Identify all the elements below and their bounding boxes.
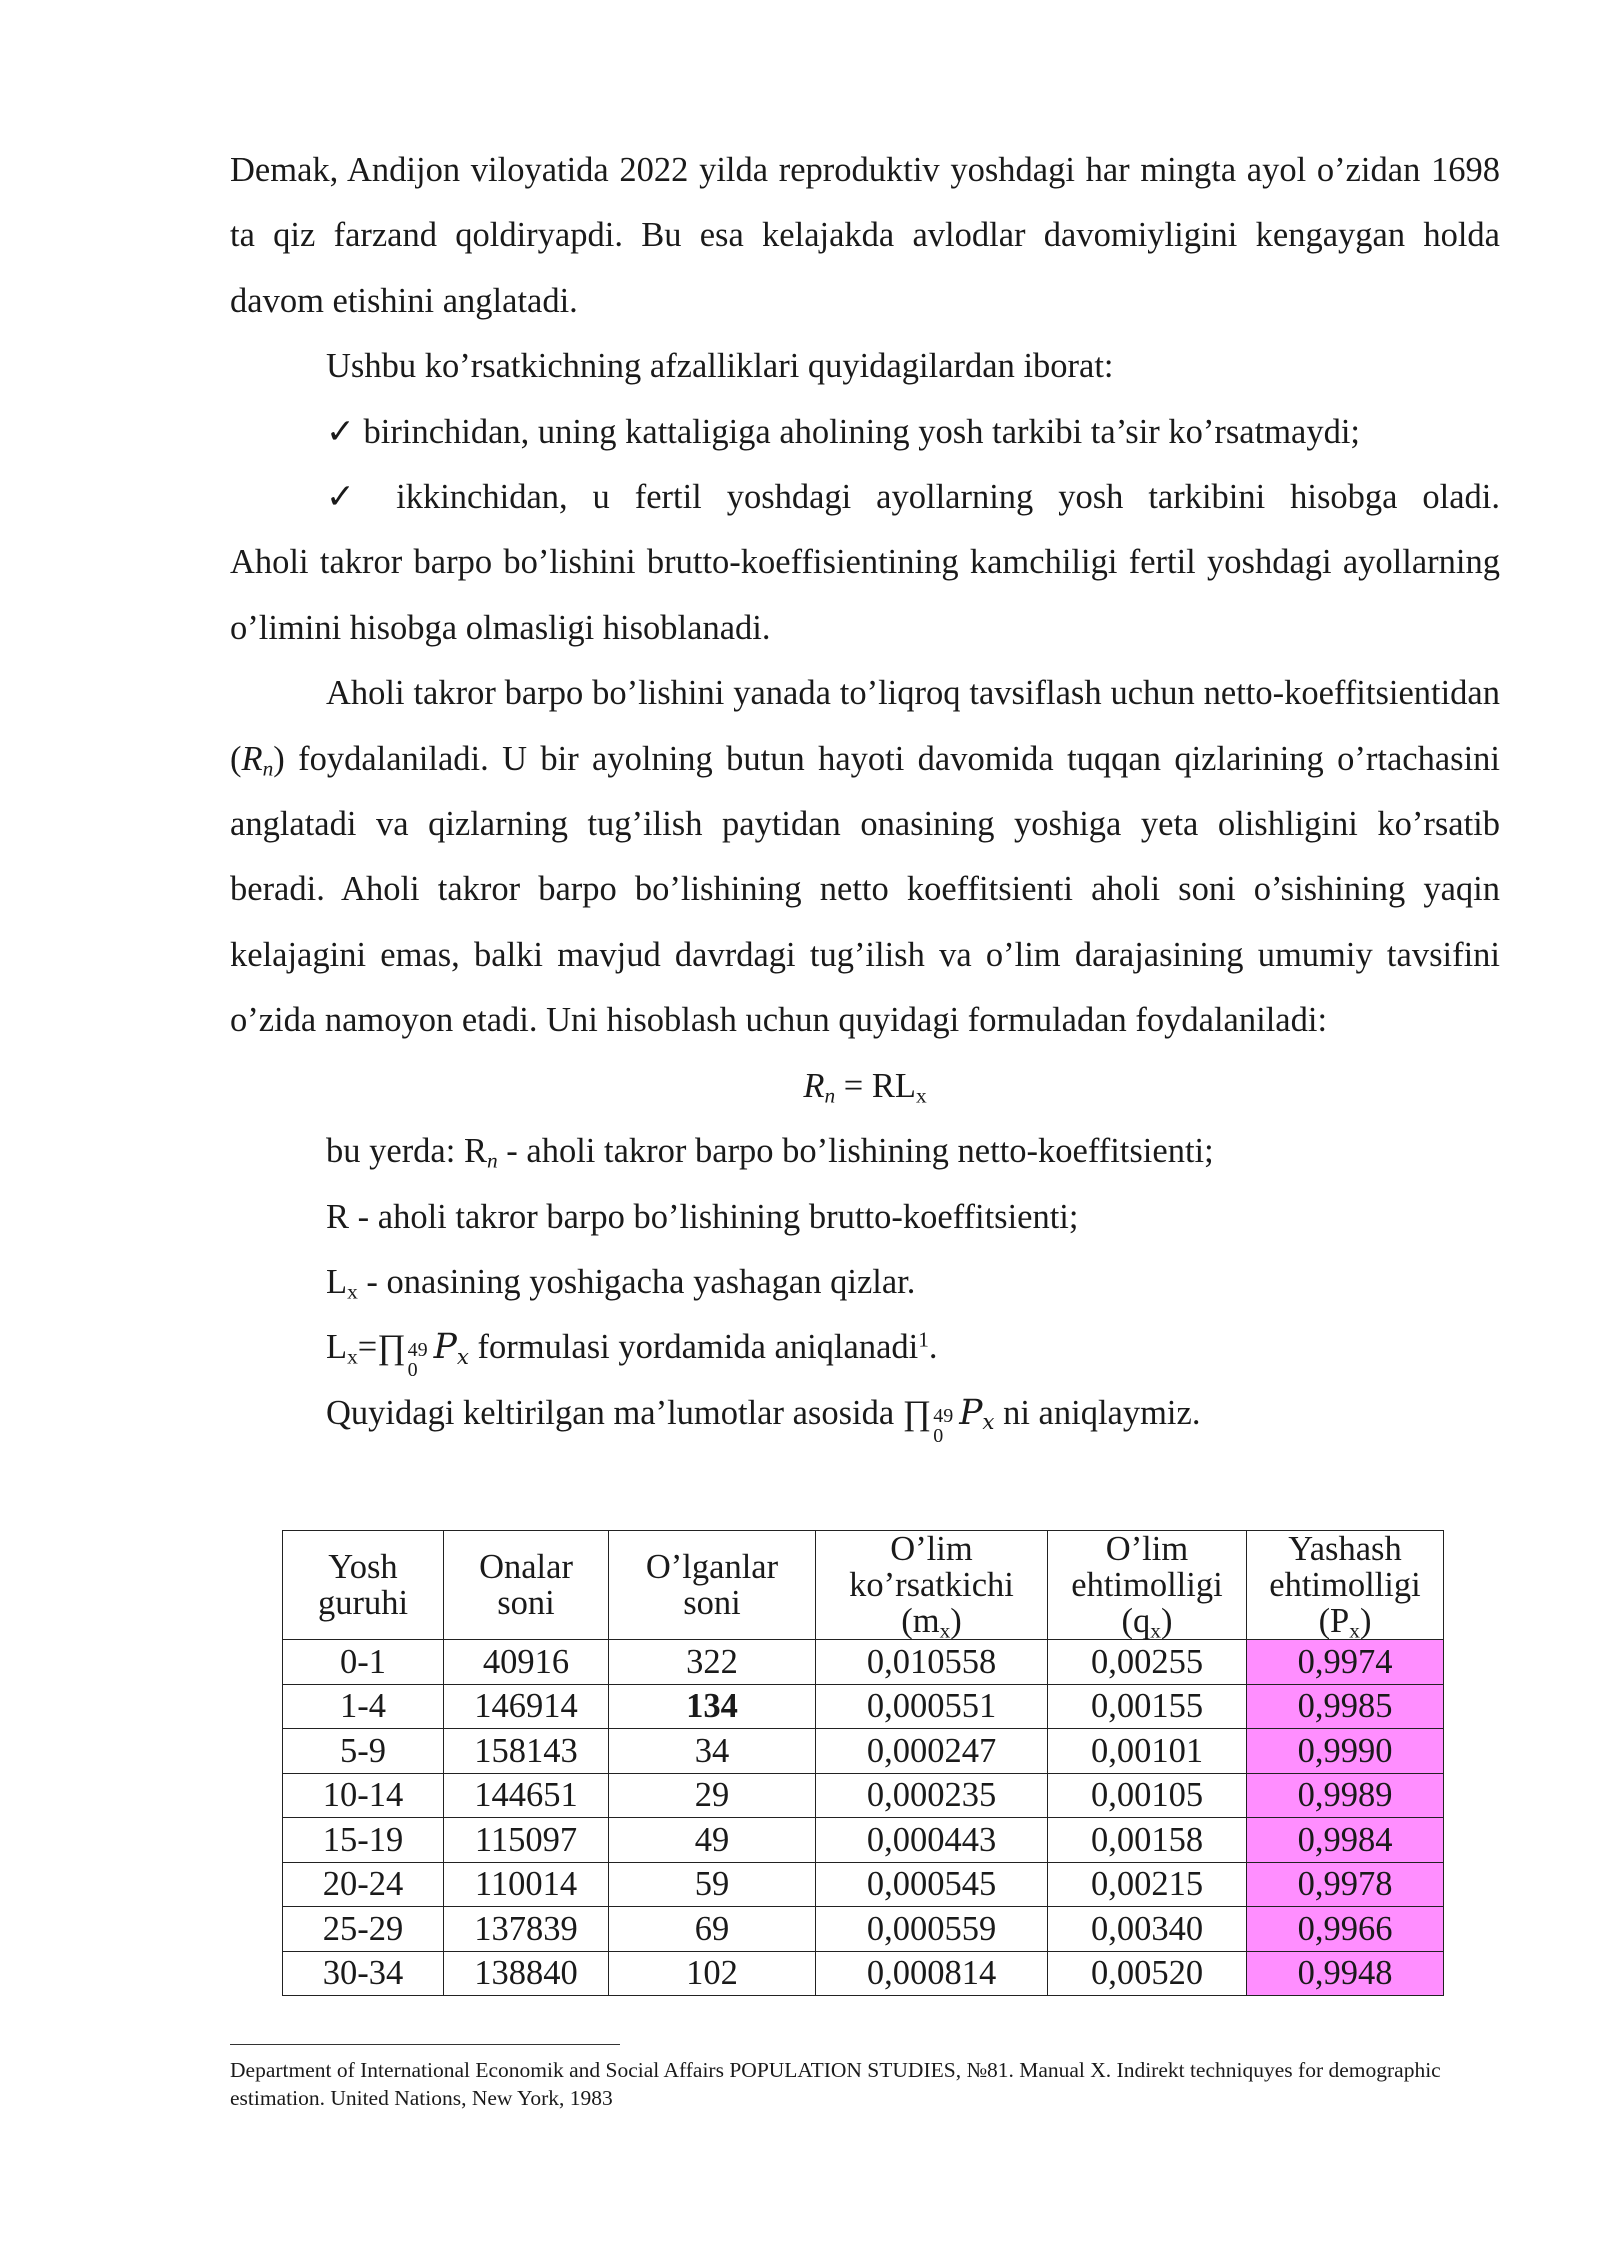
symbol-r: R — [241, 739, 263, 778]
data-intro-b: ni aniqlaymiz. — [994, 1393, 1201, 1432]
formula-rhs-sub: x — [915, 1083, 927, 1108]
cell-mortality-rate: 0,000559 — [816, 1907, 1048, 1952]
definition-rn — [230, 1119, 1500, 1184]
check-item-2 — [230, 465, 1500, 530]
header-row — [283, 1531, 1444, 1640]
product-symbol: =∏ — [357, 1328, 406, 1367]
cell-mortality-rate: 0,000247 — [816, 1729, 1048, 1774]
table-row — [283, 1773, 1444, 1818]
cell-deaths: 29 — [609, 1773, 816, 1818]
lx-formula-text: formulasi yordamida aniqlanadi — [468, 1328, 919, 1367]
check-item-1-text: birinchidan, uning kattaligiga aholining yosh tarkibi ta’sir ko’rsatmaydi; — [363, 412, 1361, 451]
table-row — [283, 1862, 1444, 1907]
cell-deaths: 34 — [609, 1729, 816, 1774]
cell-age-group: 10-14 — [283, 1773, 444, 1818]
check-mark-icon: ✓ — [326, 412, 355, 451]
table-row — [283, 1684, 1444, 1729]
header-deaths-l1: O’lganlar — [645, 1548, 779, 1586]
cell-deaths: 59 — [609, 1862, 816, 1907]
table-header — [283, 1530, 1444, 1643]
footnote-text: Department of International Economik and Social Affairs POPULATION STUDIES, №81. Manual X. Indirekt techniquyes for demographic estimation. United Nations, New York, 1983 — [230, 2058, 1441, 2110]
cell-age-group: 30-34 — [283, 1951, 444, 1996]
header-px-l2: ehtimolligi — [1269, 1566, 1421, 1604]
product-lower: 0 — [407, 1359, 418, 1382]
document-body — [230, 138, 1500, 1446]
check-item-1 — [230, 400, 1500, 465]
header-qx-l3: (q — [1121, 1602, 1151, 1640]
header-age-group-l2: guruhi — [317, 1584, 409, 1622]
formula-lhs-sub: n — [824, 1083, 836, 1108]
formula-lhs: R — [803, 1066, 825, 1105]
footnote-ref[interactable]: 1 — [918, 1327, 929, 1352]
paragraph-netto — [230, 661, 1500, 1053]
cell-mothers: 137839 — [444, 1907, 609, 1952]
cell-mortality-rate: 0,000545 — [816, 1862, 1048, 1907]
definition-lx — [230, 1250, 1500, 1315]
cell-death-probability: 0,00155 — [1048, 1684, 1247, 1729]
check-mark-icon: ✓ — [326, 478, 372, 517]
header-qx-close: ) — [1160, 1602, 1173, 1640]
definition-data-intro — [230, 1381, 1500, 1446]
cell-survival-probability: 0,9985 — [1247, 1684, 1444, 1729]
cell-mothers: 144651 — [444, 1773, 609, 1818]
cell-mortality-rate: 0,000814 — [816, 1951, 1048, 1996]
product-var: P — [433, 1327, 457, 1368]
table-row — [283, 1818, 1444, 1863]
header-px-sub: x — [1349, 1618, 1360, 1643]
product-symbol: ∏ — [902, 1393, 932, 1432]
cell-mothers: 158143 — [444, 1729, 609, 1774]
cell-deaths: 69 — [609, 1907, 816, 1952]
check-item-2-text: ikkinchidan, u fertil yoshdagi ayollarning yosh tarkibini hisobga oladi. — [396, 478, 1500, 517]
footnote — [230, 2056, 1500, 2112]
paragraph-intro: Demak, Andijon viloyatida 2022 yilda reproduktiv yoshdagi har mingta ayol o’zidan 1698 ta qiz farzand qoldiryapdi. Bu esa kelajakda avlodlar davomiyligini kengaygan holda davom etishini anglatadi. — [230, 151, 1500, 320]
cell-survival-probability: 0,9974 — [1247, 1640, 1444, 1685]
cell-deaths: 49 — [609, 1818, 816, 1863]
cell-death-probability: 0,00158 — [1048, 1818, 1247, 1863]
cell-mothers: 146914 — [444, 1684, 609, 1729]
table-body — [283, 1640, 1444, 1996]
cell-mothers: 40916 — [444, 1640, 609, 1685]
cell-age-group: 20-24 — [283, 1862, 444, 1907]
cell-deaths: 134 — [609, 1684, 816, 1729]
cell-survival-probability: 0,9990 — [1247, 1729, 1444, 1774]
cell-survival-probability: 0,9978 — [1247, 1862, 1444, 1907]
cell-deaths: 322 — [609, 1640, 816, 1685]
header-mortality-rate — [816, 1530, 1048, 1643]
product-limits — [933, 1406, 953, 1446]
cell-age-group: 1-4 — [283, 1684, 444, 1729]
cell-survival-probability: 0,9948 — [1247, 1951, 1444, 1996]
product-var: P — [959, 1392, 983, 1433]
cell-survival-probability: 0,9984 — [1247, 1818, 1444, 1863]
product-limits — [408, 1340, 428, 1380]
header-qx-l1: O’lim — [1105, 1530, 1189, 1568]
cell-mortality-rate: 0,000235 — [816, 1773, 1048, 1818]
lx-symbol: L — [326, 1328, 348, 1367]
table-row — [283, 1640, 1444, 1685]
product-var-sub: x — [456, 1344, 469, 1370]
header-px-l1: Yashash — [1288, 1530, 1402, 1568]
cell-death-probability: 0,00105 — [1048, 1773, 1247, 1818]
definition-lx-a: L — [326, 1262, 348, 1301]
life-table — [282, 1530, 1444, 1996]
definition-lx-formula — [230, 1315, 1500, 1380]
footnote-divider — [230, 2044, 620, 2045]
product-var-sub: x — [982, 1410, 995, 1436]
header-deaths-l2: soni — [683, 1584, 741, 1622]
cell-survival-probability: 0,9966 — [1247, 1907, 1444, 1952]
cell-survival-probability: 0,9989 — [1247, 1773, 1444, 1818]
product-lower: 0 — [933, 1424, 944, 1447]
header-mothers — [444, 1531, 609, 1640]
symbol-r-sub: n — [262, 756, 274, 780]
header-death-probability — [1048, 1530, 1247, 1643]
header-mothers-l1: Onalar — [479, 1548, 573, 1586]
cell-age-group: 5-9 — [283, 1729, 444, 1774]
header-px-l3: (P — [1318, 1602, 1350, 1640]
cell-mortality-rate: 0,010558 — [816, 1640, 1048, 1685]
data-intro-a: Quyidagi keltirilgan ma’lumotlar asosida — [326, 1393, 903, 1432]
header-mx-l3: (m — [901, 1602, 940, 1640]
header-age-group-l1: Yosh — [328, 1548, 398, 1586]
formula-rhs: = RL — [835, 1066, 916, 1105]
cell-death-probability: 0,00101 — [1048, 1729, 1247, 1774]
product-upper: 49 — [933, 1404, 954, 1427]
paragraph-netto-text-b: ) foydalaniladi. U bir ayolning butun hayoti davomida tuqqan qizlarining o’rtachasini anglatadi va qizlarning tug’ilish paytidan onasining yoshiga yeta olishligini ko’rsatib beradi. Aholi takror barpo bo’lishining netto koeffitsienti aholi soni o’sishining yaqin kelajagini emas, balki mavjud davrdagi tug’ilish va o’lim darajasining umumiy tavsifini o’zida namoyon etadi. Uni hisoblash uchun quyidagi formuladan foydalaniladi: — [230, 739, 1500, 1040]
product-upper: 49 — [407, 1339, 428, 1362]
paragraph-netto-text-a: Aholi takror barpo bo’lishini yanada to’liqroq tavsiflash uchun netto-koeffitsientidan ( — [230, 674, 1500, 778]
header-mothers-l2: soni — [497, 1584, 555, 1622]
cell-age-group: 15-19 — [283, 1818, 444, 1863]
lx-formula-end: . — [928, 1328, 938, 1367]
cell-mothers: 110014 — [444, 1862, 609, 1907]
cell-death-probability: 0,00340 — [1048, 1907, 1247, 1952]
definition-rn-b: - aholi takror barpo bo’lishining netto-koeffitsienti; — [497, 1132, 1214, 1171]
definition-lx-sub: x — [347, 1279, 358, 1304]
cell-deaths: 102 — [609, 1951, 816, 1996]
cell-mortality-rate: 0,000551 — [816, 1684, 1048, 1729]
paragraph-drawback: Aholi takror barpo bo’lishini brutto-koeffisientining kamchiligi fertil yoshdagi ayollarning o’limini hisobga olmasligi hisoblanadi. — [230, 543, 1500, 647]
paragraph-advantages: Ushbu ko’rsatkichning afzalliklari quyidagilardan iborat: — [326, 347, 1114, 386]
definition-r: R - aholi takror barpo bo’lishining brutto-koeffitsienti; — [326, 1197, 1079, 1236]
cell-mothers: 138840 — [444, 1951, 609, 1996]
cell-mortality-rate: 0,000443 — [816, 1818, 1048, 1863]
header-mx-close: ) — [950, 1602, 962, 1640]
header-survival-probability — [1247, 1530, 1444, 1643]
header-qx-sub: x — [1150, 1618, 1161, 1643]
table-row — [283, 1951, 1444, 1996]
header-mx-l1: O’lim — [890, 1530, 973, 1568]
header-deaths — [609, 1531, 816, 1640]
table-row — [283, 1729, 1444, 1774]
definition-rn-sub: n — [486, 1148, 498, 1173]
definition-rn-a: bu yerda: R — [326, 1132, 487, 1171]
header-mx-l2: ko’rsatkichi — [849, 1566, 1014, 1604]
cell-death-probability: 0,00255 — [1048, 1640, 1247, 1685]
header-px-close: ) — [1359, 1602, 1372, 1640]
cell-age-group: 0-1 — [283, 1640, 444, 1685]
lx-sub: x — [347, 1344, 358, 1369]
header-mx-sub: x — [939, 1618, 951, 1643]
definition-lx-b: - onasining yoshigacha yashagan qizlar. — [357, 1262, 916, 1301]
cell-age-group: 25-29 — [283, 1907, 444, 1952]
table-row — [283, 1907, 1444, 1952]
cell-death-probability: 0,00520 — [1048, 1951, 1247, 1996]
header-qx-l2: ehtimolligi — [1071, 1566, 1223, 1604]
header-age-group — [283, 1531, 444, 1640]
formula-rn — [230, 1054, 1500, 1119]
cell-mothers: 115097 — [444, 1818, 609, 1863]
cell-death-probability: 0,00215 — [1048, 1862, 1247, 1907]
